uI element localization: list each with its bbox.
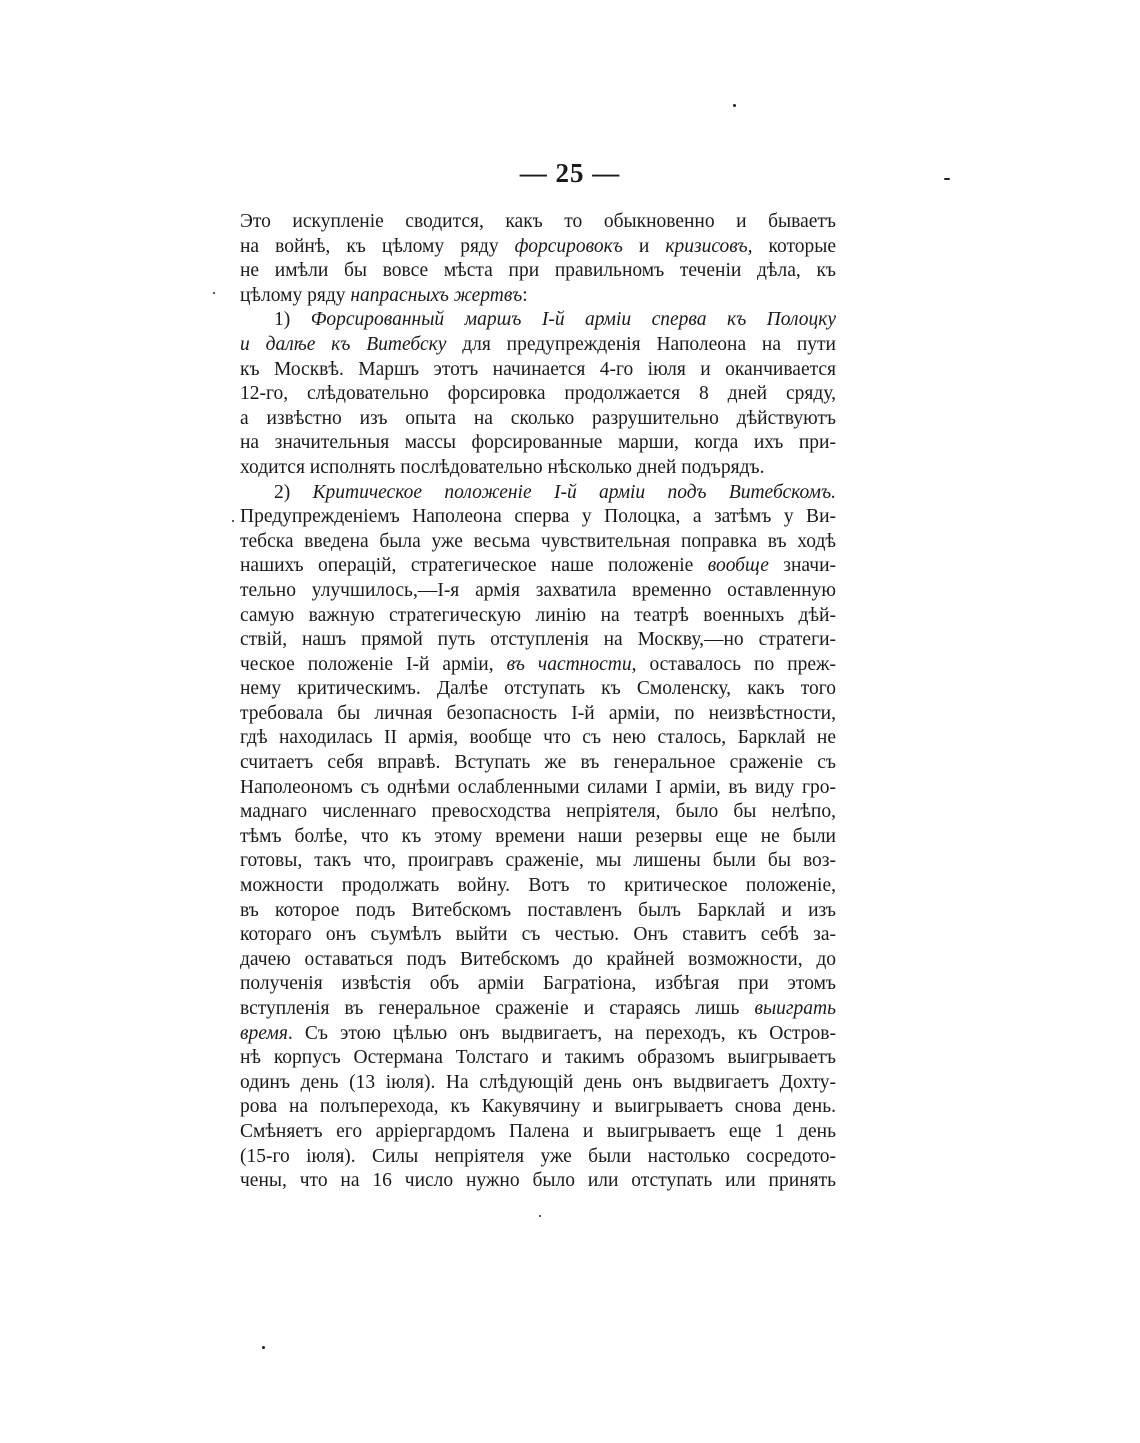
- italic-text: въ частности: [506, 653, 632, 675]
- text-run: Смѣняетъ его арріергардомъ Палена и выигрываетъ еще 1 день: [240, 1120, 836, 1142]
- text-run: ческое положеніе I-й арміи,: [240, 653, 507, 675]
- text-run: тельно улучшилось,—I-я армія захватила временно оставленную: [240, 579, 836, 601]
- text-line: [240, 849, 836, 874]
- italic-text: кризисовъ,: [665, 235, 753, 257]
- text-run: а извѣстно изъ опыта на сколько разрушительно дѣйствуютъ: [240, 407, 836, 429]
- text-line: [240, 1071, 836, 1096]
- text-run: дачею оставаться подъ Витебскомъ до крайней возможности, до: [240, 948, 836, 970]
- text-line: [240, 726, 836, 751]
- text-line: [240, 308, 836, 333]
- text-line: [240, 604, 836, 629]
- text-run: требовала бы личная безопасность I-й арміи, по неизвѣстности,: [240, 702, 836, 724]
- text-line: [240, 899, 836, 924]
- text-run: нашихъ операцій, стратегическое наше положеніе: [240, 555, 708, 577]
- page-number: — 25 —: [519, 158, 621, 188]
- text-run: чены, что на 16 число нужно было или отступать или принять: [240, 1170, 836, 1192]
- text-line: [240, 628, 836, 653]
- scan-speck: [539, 1215, 541, 1217]
- text-run: полученія извѣстія объ арміи Багратіона, избѣгая при этомъ: [240, 973, 836, 995]
- text-line: [240, 972, 836, 997]
- text-line: [240, 997, 836, 1022]
- italic-text: время: [240, 1022, 288, 1044]
- text-line: [240, 776, 836, 801]
- text-run: тебска введена была уже весьма чувствительная поправка въ ходѣ: [240, 530, 836, 552]
- scan-speck: [944, 178, 950, 180]
- text-line: [240, 948, 836, 973]
- text-run: Это искупленіе сводится, какъ то обыкновенно и бываетъ: [240, 211, 836, 232]
- text-line: [240, 210, 836, 235]
- text-line: [240, 481, 836, 506]
- text-run: 1): [274, 309, 311, 331]
- text-run: гдѣ находилась II армія, вообще что съ нею сталось, Барклай не: [240, 727, 836, 749]
- text-run: въ которое подъ Витебскомъ поставленъ былъ Барклай и изъ: [240, 899, 836, 921]
- text-run: на войнѣ, къ цѣлому ряду: [240, 235, 515, 257]
- text-run: и: [622, 235, 666, 257]
- text-line: [240, 333, 836, 358]
- text-line: [240, 358, 836, 383]
- text-line: [240, 407, 836, 432]
- text-line: [240, 1169, 836, 1194]
- text-run: котораго онъ съумѣлъ выйти съ честью. Онъ ставитъ себѣ за-: [240, 924, 836, 946]
- text-run: . Съ этою цѣлью онъ выдвигаетъ, на переходъ, къ Остров-: [287, 1022, 836, 1044]
- text-line: [240, 530, 836, 555]
- italic-text: вообще: [707, 555, 769, 577]
- text-line: [240, 751, 836, 776]
- italic-text: Форсированный маршъ I-й арміи сперва къ Полоцку: [310, 309, 836, 331]
- text-run: нѣ корпусъ Остермана Толстаго и такимъ образомъ выигрываетъ: [240, 1047, 836, 1069]
- text-line: [240, 800, 836, 825]
- text-run: которые: [752, 235, 836, 257]
- text-line: [240, 653, 836, 678]
- italic-text: Критическое положеніе I-й арміи подъ Витебскомъ.: [312, 481, 836, 503]
- italic-text: выиграть: [754, 998, 836, 1019]
- text-run: Наполеономъ съ однѣми ослабленными силами I арміи, въ виду гро-: [240, 776, 836, 798]
- text-run: одинъ день (13 іюля). На слѣдующій день онъ выдвигаетъ Дохту-: [240, 1071, 836, 1093]
- text-run: ходится исполнять послѣдовательно нѣсколько дней подърядъ.: [240, 456, 765, 478]
- text-line: [240, 431, 836, 456]
- text-run: , оставалось по преж-: [631, 653, 836, 675]
- scan-speck: [213, 292, 215, 294]
- text-line: [240, 284, 836, 309]
- italic-text: и далѣе къ Витебску: [240, 333, 447, 355]
- text-run: маднаго численнаго превосходства непріятеля, было бы нелѣпо,: [240, 801, 836, 823]
- text-run: значи-: [768, 555, 836, 577]
- body-text: [240, 210, 836, 1194]
- text-run: 2): [274, 481, 313, 503]
- text-run: цѣлому ряду: [240, 284, 351, 306]
- text-run: тѣмъ болѣе, что къ этому времени наши резервы еще не были: [240, 825, 836, 847]
- text-line: [240, 1095, 836, 1120]
- text-run: можности продолжать войну. Вотъ то критическое положеніе,: [240, 875, 836, 897]
- text-line: [240, 677, 836, 702]
- scan-speck: [733, 104, 736, 107]
- text-line: [240, 579, 836, 604]
- text-line: [240, 505, 836, 530]
- text-line: [240, 1022, 836, 1047]
- text-line: [240, 235, 836, 260]
- text-run: ствій, нашъ прямой путь отступленія на Москву,—но стратеги-: [240, 629, 836, 651]
- text-line: [240, 456, 836, 481]
- text-run: рова на полъперехода, къ Какувячину и выигрываетъ снова день.: [240, 1096, 836, 1118]
- text-run: готовы, такъ что, проигравъ сраженіе, мы лишены были бы воз-: [240, 850, 836, 872]
- text-line: [240, 874, 836, 899]
- scan-speck: [262, 1346, 265, 1349]
- text-run: на значительныя массы форсированные марши, когда ихъ при-: [240, 432, 836, 454]
- text-run: нему критическимъ. Далѣе отступать къ Смоленску, какъ того: [240, 678, 836, 700]
- text-line: [240, 1120, 836, 1145]
- text-line: [240, 382, 836, 407]
- italic-text: напрасныхъ жертвъ: [350, 284, 523, 306]
- text-run: къ Москвѣ. Маршъ этотъ начинается 4-го іюля и оканчивается: [240, 358, 836, 380]
- italic-text: форсировокъ: [514, 235, 623, 257]
- text-run: самую важную стратегическую линію на театрѣ военныхъ дѣй-: [240, 604, 836, 626]
- text-line: [240, 702, 836, 727]
- text-line: [240, 259, 836, 284]
- text-run: (15-го іюля). Силы непріятеля уже были настолько сосредото-: [240, 1145, 836, 1167]
- text-run: 12-го, слѣдовательно форсировка продолжается 8 дней сряду,: [240, 383, 836, 405]
- text-run: считаетъ себя вправѣ. Вступать же въ генеральное сраженіе съ: [240, 752, 836, 774]
- text-line: [240, 1145, 836, 1170]
- scan-speck: [232, 520, 234, 522]
- text-run: вступленія въ генеральное сраженіе и стараясь лишь: [240, 998, 755, 1019]
- text-run: Предупрежденіемъ Наполеона сперва у Полоцка, а затѣмъ у Ви-: [240, 506, 836, 528]
- text-line: [240, 923, 836, 948]
- text-run: не имѣли бы вовсе мѣста при правильномъ теченіи дѣла, къ: [240, 260, 836, 282]
- text-line: [240, 554, 836, 579]
- text-run: для предупрежденія Наполеона на пути: [446, 333, 836, 355]
- text-run: :: [522, 284, 528, 306]
- text-line: [240, 1046, 836, 1071]
- text-line: [240, 825, 836, 850]
